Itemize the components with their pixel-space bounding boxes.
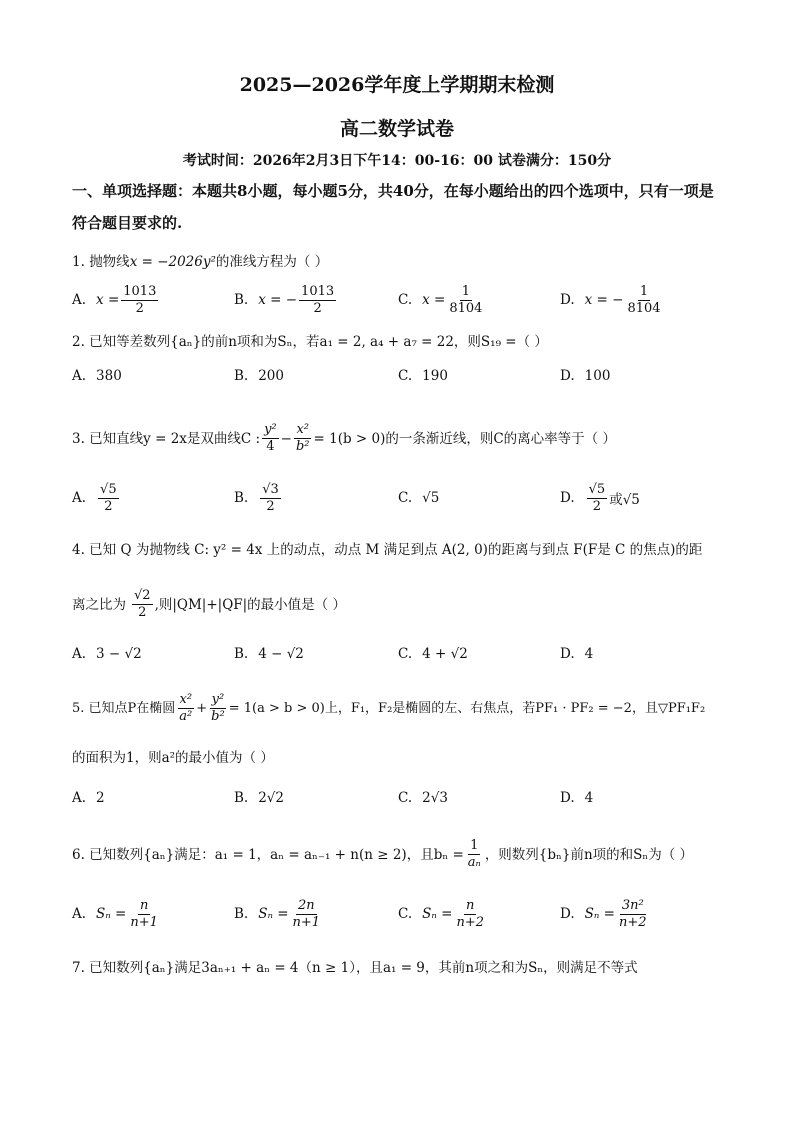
question-5-line-2: 的面积为1，则a²的最小值为（ ） [72, 750, 274, 766]
exam-subtitle: 高二数学试卷 [339, 118, 454, 140]
options-q2 [72, 356, 732, 396]
question-1 [72, 252, 732, 272]
question-6: 6. 已知数列{aₙ}满足：a₁ = 1，aₙ = aₙ₋₁ + n(n ≥ 2)，且bₙ = $\frac{1}{\text{aₙ}}$ ，则数列{bₙ}前n项的和Sₙ为（ ） [72, 838, 694, 870]
option-d: D. 4 [560, 646, 594, 662]
option-c: C. x = $\frac{1}{8104}$ [398, 283, 483, 316]
exam-title: 2025—2026学年度上学期期末检测 [239, 74, 555, 96]
option-c: C. 2√3 [398, 790, 448, 806]
option-c: C. 190 [398, 368, 448, 384]
option-c: C. √5 [398, 490, 440, 506]
option-d: D. Sₙ = $\frac{\text{3n²}}{n+2}$ [560, 897, 647, 930]
option-b: B. 4 − √2 [234, 646, 304, 662]
option-b: B. Sₙ = $\frac{2n}{n+1}$ [234, 897, 321, 930]
question-4-line-1: 4. 已知 Q 为抛物线 C: y² = 4x 上的动点，动点 M 满足到点 A(2, 0)的距离与到点 F(F是 C 的焦点)的距 [72, 542, 703, 558]
option-a: A. $\frac{√5}{2}$ [72, 481, 117, 514]
option-d: D. 100 [560, 368, 611, 384]
option-b: B. x = − $\frac{1013}{2}$ [234, 283, 335, 316]
question-5-line-1: 5. 已知点P在椭圆 $\frac{\text{x²}}{\text{a²}}$ + $\frac{\text{y²}}{\text{b²}}$ = 1(a > b > 0)上，F₁，F₂是椭圆的左、右焦点，若PF₁ · PF₂ = −2，且▽PF₁F₂ [72, 692, 706, 724]
question-3: 3. 已知直线y = 2x是双曲线C : $\frac{\text{y²}}{4}$ − $\frac{\text{x²}}{\text{b²}}$ = 1(b > 0)的一条渐近线，则C的离心率等于（ ） [72, 422, 616, 454]
exam-info: 考试时间：2026年2月3日下午14：00-16：00 试卷满分：150分 [182, 153, 612, 169]
options-q6 [72, 894, 732, 934]
option-b: B. 2√2 [234, 790, 284, 806]
option-b: B. 200 [234, 368, 284, 384]
math-expression: x = −2026y² [129, 254, 216, 270]
option-a: A. x = $\frac{1013}{2}$ [72, 283, 157, 316]
option-a: A. Sₙ = $\frac{n}{n+1}$ [72, 897, 158, 930]
option-a: A. 2 [72, 790, 105, 806]
section-heading: 一、单项选择题：本题共8小题，每小题5分，共40分，在每小题给出的四个选项中，只有一项是符合题目要求的. [72, 182, 714, 232]
option-d: D. x = − $\frac{1}{8104}$ [560, 283, 661, 316]
options-q5 [72, 778, 732, 818]
question-7: 7. 已知数列{aₙ}满足3aₙ₊₁ + aₙ = 4（n ≥ 1），且a₁ = 9，其前n项之和为Sₙ，则满足不等式 [72, 960, 638, 976]
options-q1 [72, 280, 732, 320]
options-q4 [72, 634, 732, 674]
option-a: A. 380 [72, 368, 122, 384]
question-number: 1. [72, 254, 85, 270]
question-2: 2. 已知等差数列{aₙ}的前n项和为Sₙ，若a₁ = 2, a₄ + a₇ = 22，则S₁₉ =（ ） [72, 334, 548, 350]
option-c: C. 4 + √2 [398, 646, 468, 662]
option-d: D. 4 [560, 790, 594, 806]
options-q3 [72, 478, 732, 518]
question-text: 抛物线 [89, 254, 130, 270]
option-d: D. $\frac{√5}{2}$ 或√5 [560, 481, 640, 514]
question-4-line-2: 离之比为 $\frac{√2}{2}$ ,则|QM|+|QF|的最小值是（ ） [72, 588, 346, 620]
option-b: B. $\frac{√3}{2}$ [234, 481, 279, 514]
option-c: C. Sₙ = $\frac{n}{n+2}$ [398, 897, 485, 930]
question-text: 的准线方程为（ ） [215, 254, 329, 270]
option-a: A. 3 − √2 [72, 646, 142, 662]
